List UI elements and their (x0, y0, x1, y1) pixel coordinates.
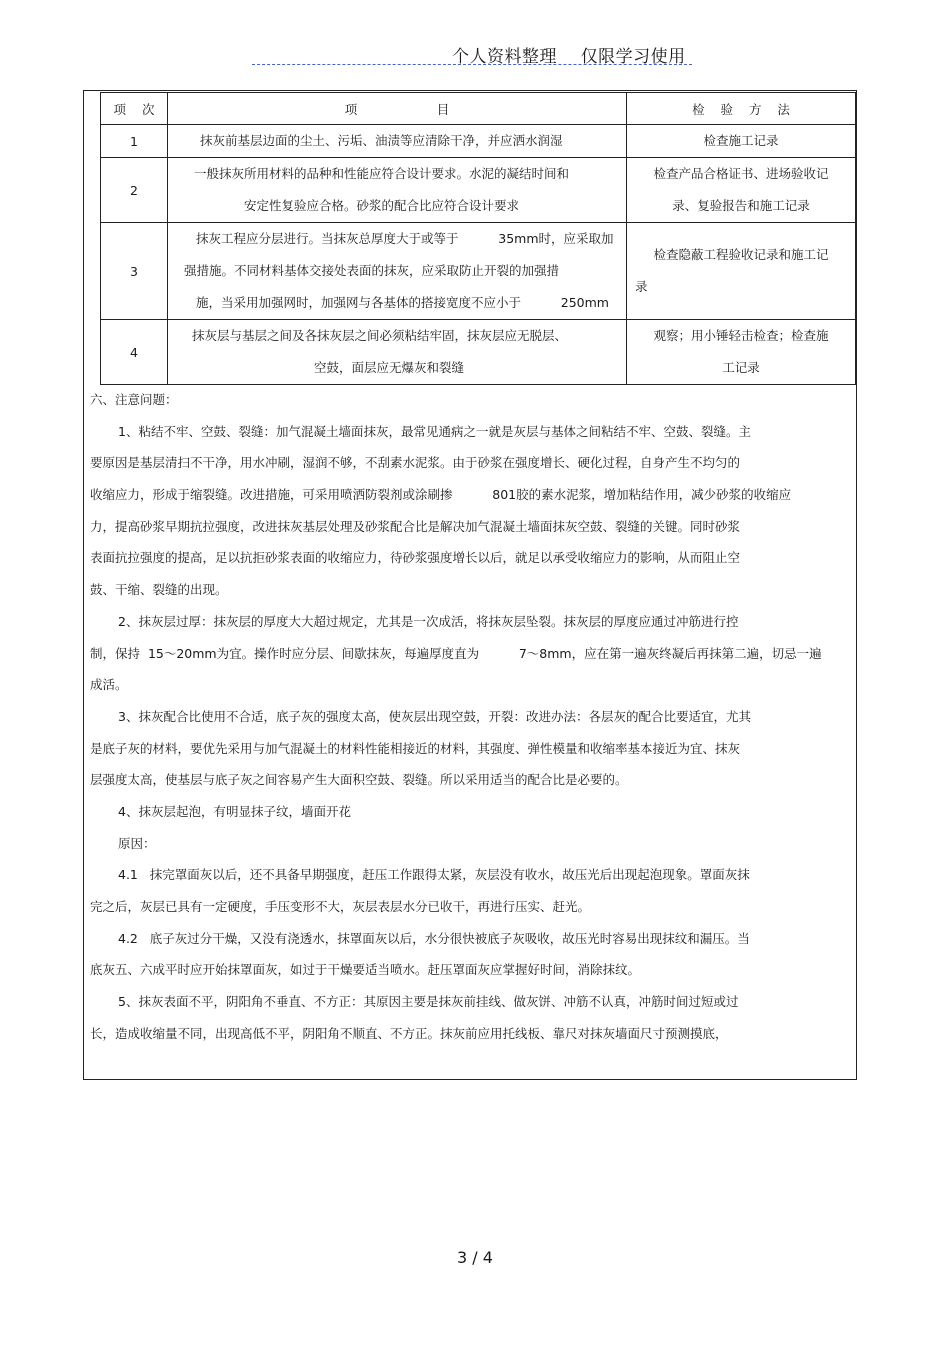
notes-line: 4.1 抹完罩面灰以后，还不具备早期强度，赶压工作跟得太紧，灰层没有收水，故压光后出现起泡现象。罩面灰抹 (118, 867, 750, 883)
table-header-row (101, 93, 856, 125)
row-item (168, 223, 627, 320)
table-row (101, 320, 856, 385)
notes-line: 力，提高砂浆早期抗拉强度，改进抹灰基层处理及砂浆配合比是解决加气混凝土墙面抹灰空鼓、裂缝的关键。同时砂浆 (90, 518, 741, 534)
notes-line: 1、粘结不牢、空鼓、裂缝：加气混凝土墙面抹灰，最常见通病之一就是灰层与基体之间粘结不牢、空鼓、裂缝。主 (118, 423, 751, 439)
table-row (101, 223, 856, 320)
item-line: 抹灰前基层边面的尘土、污垢、油渍等应清除干净，并应洒水润湿 (200, 133, 563, 148)
row-item (168, 125, 627, 158)
notes-line: 收缩应力，形成于缩裂缝。改进措施，可采用喷洒防裂剂或涂刷掺 801胶的素水泥浆，增加粘结作用，减少砂浆的收缩应 (90, 487, 792, 503)
notes-line: 长，造成收缩量不同，出现高低不平，阴阳角不顺直、不方正。抹灰前应用托线板、靠尺对抹灰墙面尺寸预测摸底， (90, 1025, 728, 1041)
notes-line: 2、抹灰层过厚：抹灰层的厚度大大超过规定，尤其是一次成活，将抹灰层坠裂。抹灰层的厚度应通过冲筋进行控 (118, 613, 739, 629)
item-line: 空鼓，面层应无爆灰和裂缝 (314, 360, 465, 375)
notes-line: 3、抹灰配合比使用不合适，底子灰的强度太高，使灰层出现空鼓，开裂：改进办法：各层灰的配合比要适宜，尤其 (118, 708, 751, 724)
table-row (101, 125, 856, 158)
method-line: 工记录 (722, 360, 760, 375)
notes-line: 表面抗拉强度的提高，足以抗拒砂浆表面的收缩应力，待砂浆强度增长以后，就足以承受收缩应力的影响，从而阻止空 (90, 550, 741, 566)
header-cell-item: 项 目 (168, 93, 627, 125)
method-line: 检查施工记录 (703, 133, 779, 148)
header-title: 个人资料整理 仅限学习使用 (452, 47, 686, 67)
notes-line: 是底子灰的材料，要优先采用与加气混凝土的材料性能相接近的材料，其强度、弹性模量和收缩率基本接近为宜、抹灰 (90, 740, 741, 756)
row-item (168, 158, 627, 223)
header-cell-no: 项 次 (101, 93, 168, 125)
row-item (168, 320, 627, 385)
row-number: 2 (101, 158, 168, 223)
notes-line: 要原因是基层清扫不干净，用水冲刷，湿润不够，不刮素水泥浆。由于砂浆在强度增长、硬化过程，自身产生不均匀的 (90, 455, 741, 471)
item-line: 一般抹灰所用材料的品种和性能应符合设计要求。水泥的凝结时间和 (194, 166, 570, 181)
method-line: 录、复验报告和施工记录 (672, 198, 810, 213)
header-divider (252, 64, 692, 65)
page-number: 3 / 4 (457, 1248, 493, 1267)
notes-line: 成活。 (90, 677, 128, 693)
row-method (627, 158, 856, 223)
item-line: 安定性复验应合格。砂浆的配合比应符合设计要求 (244, 198, 520, 213)
item-line: 抹灰工程应分层进行。当抹灰总厚度大于或等于 35mm时，应采取加 (196, 231, 614, 246)
notes-line: 原因： (118, 835, 156, 851)
notes-line: 鼓、干缩、裂缝的出现。 (90, 582, 228, 598)
notes-line: 层强度太高，使基层与底子灰之间容易产生大面积空鼓、裂缝。所以采用适当的配合比是必要的。 (90, 772, 628, 788)
inspection-table (100, 92, 856, 385)
row-number: 4 (101, 320, 168, 385)
method-line: 检查产品合格证书、进场验收记 (653, 166, 829, 181)
row-number: 1 (101, 125, 168, 158)
row-method (627, 223, 856, 320)
notes-section (90, 384, 830, 1049)
notes-line: 底灰五、六成平时应开始抹罩面灰，如过于干燥要适当喷水。赶压罩面灰应掌握好时间，消除抹纹。 (90, 962, 641, 978)
method-line: 观察；用小锤轻击检查；检查施 (653, 328, 829, 343)
item-line: 强措施。不同材料基体交接处表面的抹灰，应采取防止开裂的加强措 (184, 263, 560, 278)
notes-line: 制，保持 15～20mm为宜。操作时应分层、间歇抹灰，每遍厚度直为 7～8mm，应在第一遍灰终凝后再抹第二遍，切忌一遍 (90, 645, 822, 661)
notes-line: 4.2 底子灰过分干燥，又没有浇透水，抹罩面灰以后，水分很快被底子灰吸收，故压光时容易出现抹纹和漏压。当 (118, 930, 750, 946)
item-line: 施，当采用加强网时，加强网与各基体的搭接宽度不应小于 250mm (196, 295, 609, 310)
method-line: 录 (635, 279, 648, 294)
notes-line: 完之后，灰层已具有一定硬度，手压变形不大，灰层表层水分已收干，再进行压实、赶光。 (90, 899, 591, 914)
row-method (627, 125, 856, 158)
item-line: 抹灰层与基层之间及各抹灰层之间必须粘结牢固，抹灰层应无脱层、 (192, 328, 568, 343)
row-method (627, 320, 856, 385)
notes-heading: 六、注意问题： (90, 392, 178, 407)
table-row (101, 158, 856, 223)
header-cell-method: 检 验 方 法 (627, 93, 856, 125)
notes-line: 4、抹灰层起泡，有明显抹子纹，墙面开花 (118, 803, 351, 819)
method-line: 检查隐蔽工程验收记录和施工记 (653, 247, 829, 262)
row-number: 3 (101, 223, 168, 320)
notes-line: 5、抹灰表面不平，阴阳角不垂直、不方正：其原因主要是抹灰前挂线、做灰饼、冲筋不认真，冲筋时间过短或过 (118, 994, 739, 1010)
